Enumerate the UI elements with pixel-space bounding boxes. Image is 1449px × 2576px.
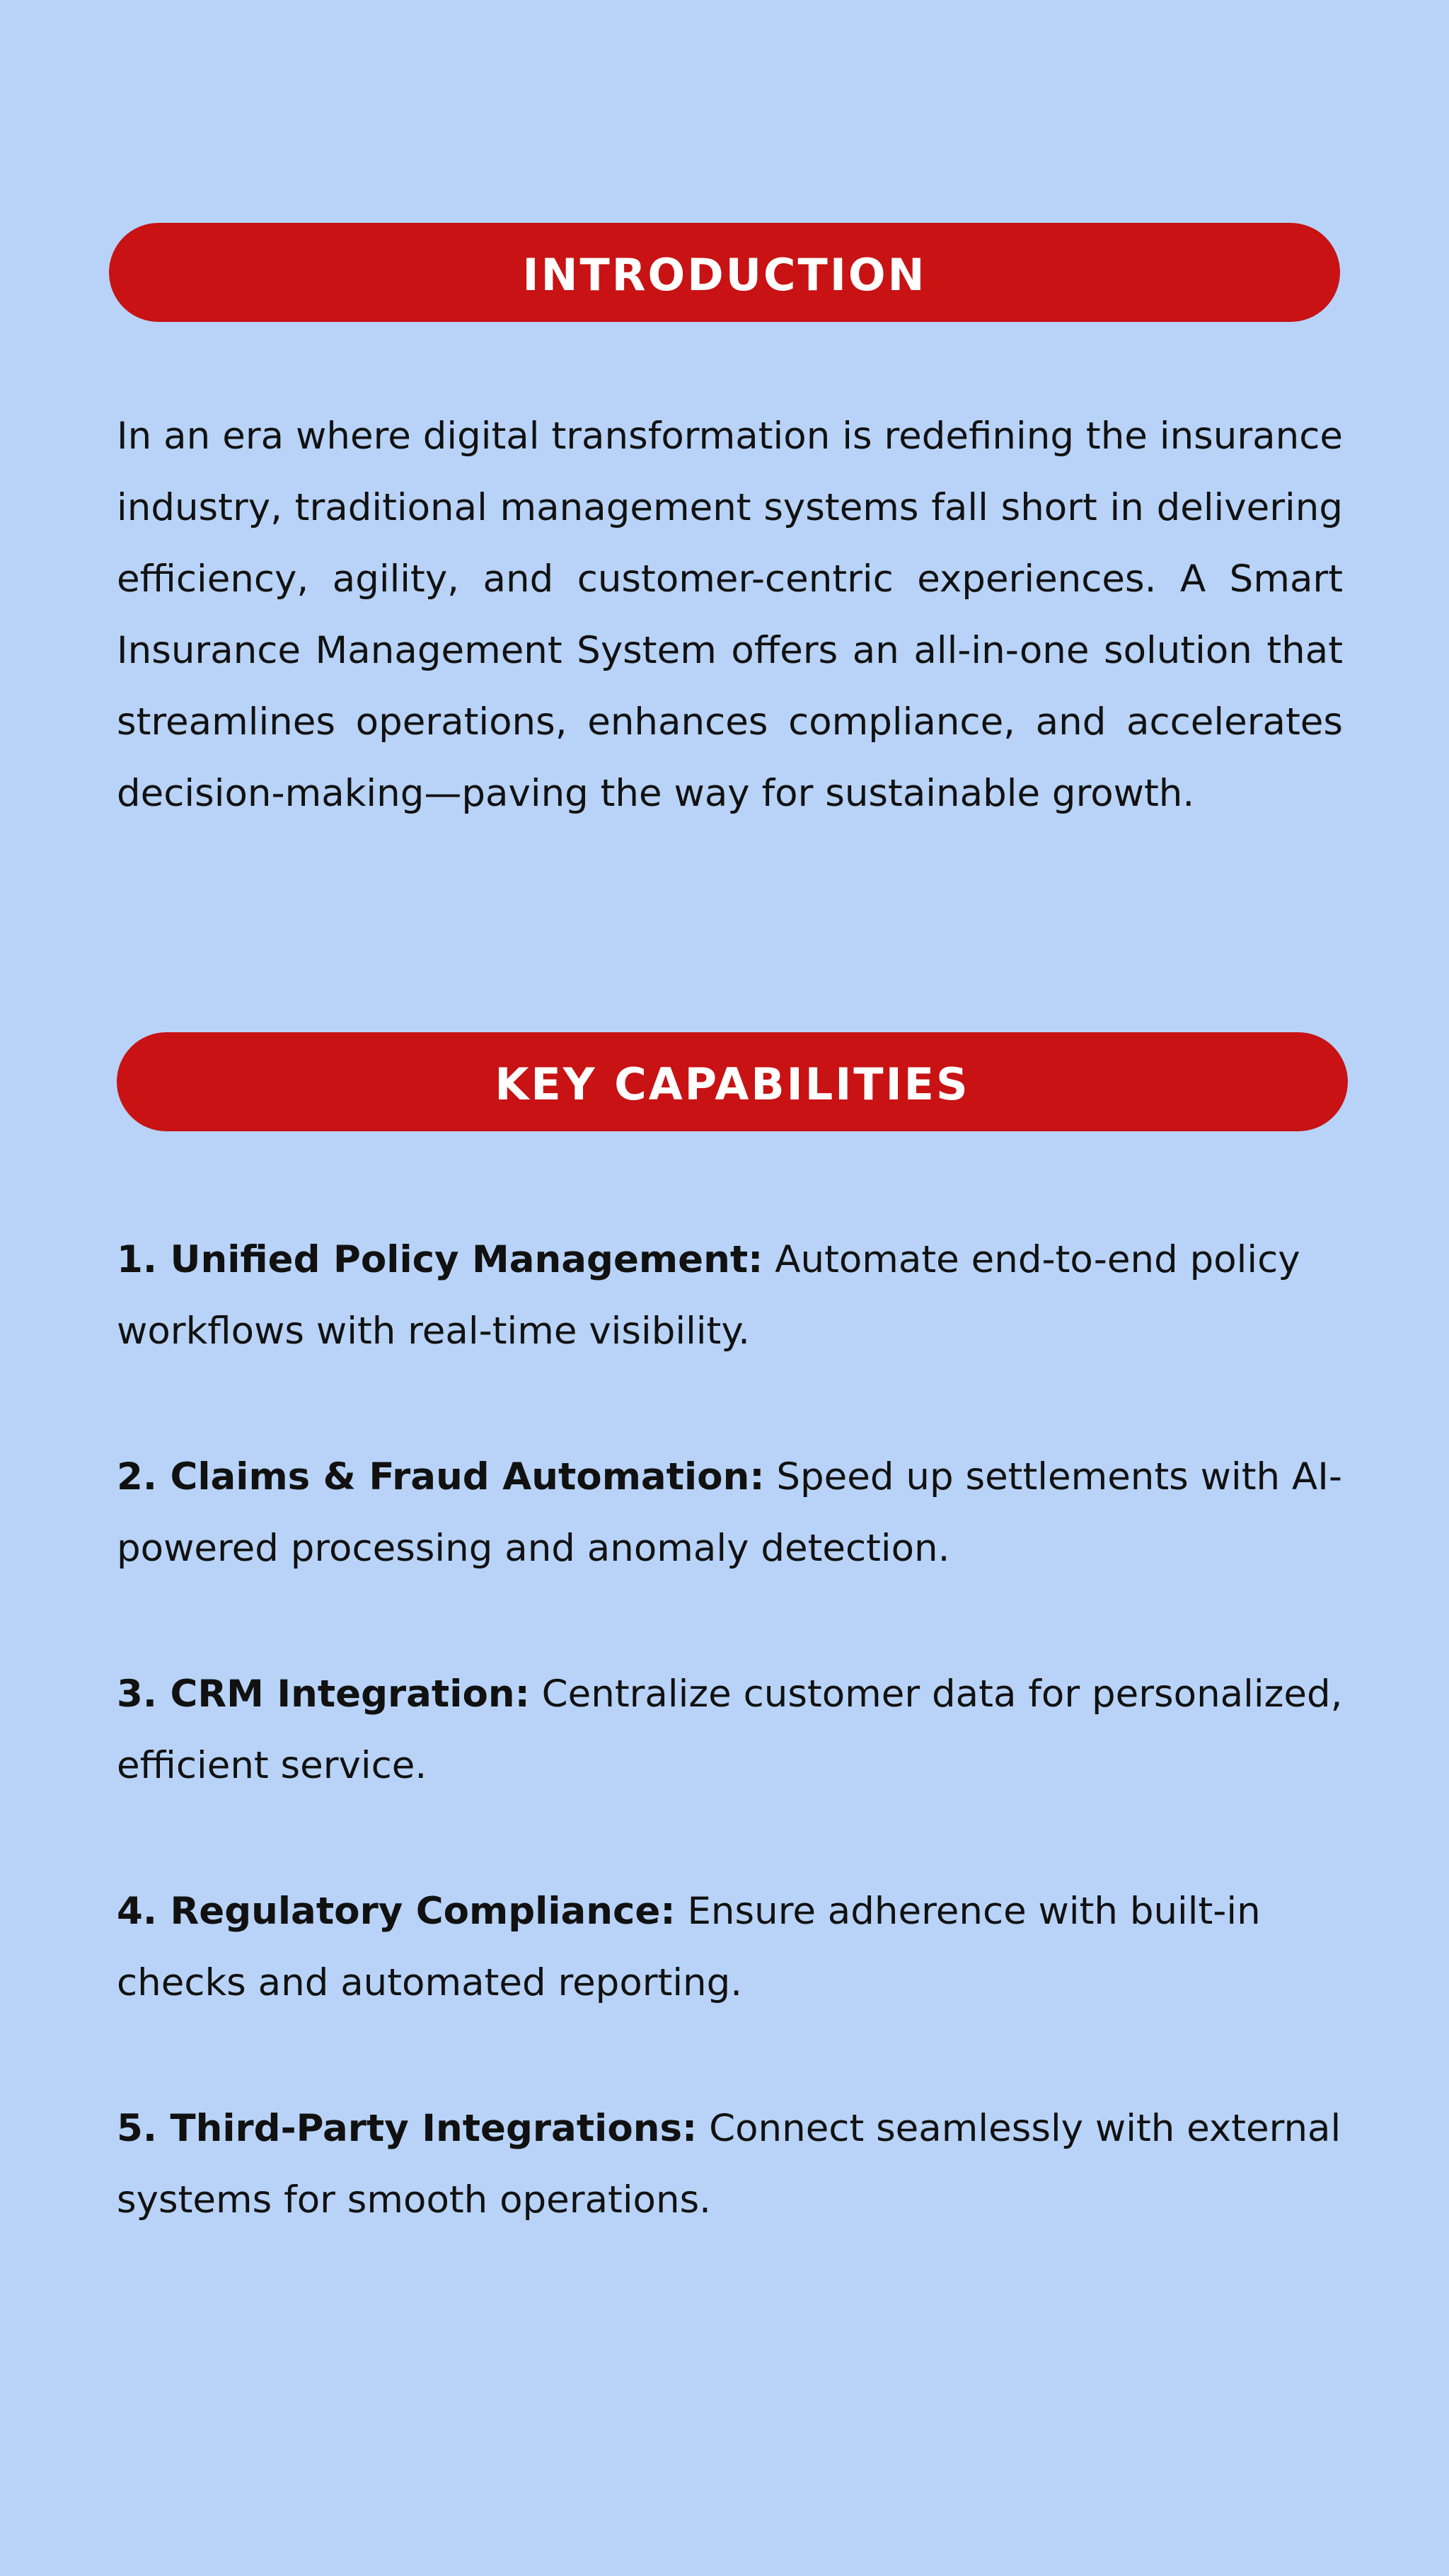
capability-item-third-party-integrations — [117, 2093, 1348, 2236]
capability-description: Ensure adherence with built-in checks and automated reporting. — [117, 1890, 1261, 2004]
capability-description: Automate end-to-end policy workflows with real-time visibility. — [117, 1238, 1300, 1353]
capability-title: 1. Unified Policy Management: — [117, 1238, 763, 1281]
capability-title: 5. Third-Party Integrations: — [117, 2107, 698, 2150]
capability-item-claims-fraud — [117, 1441, 1348, 1584]
introduction-heading: INTRODUCTION — [522, 249, 927, 301]
key-capabilities-heading: KEY CAPABILITIES — [495, 1058, 970, 1110]
introduction-banner — [109, 223, 1340, 322]
capability-item-policy-management — [117, 1224, 1348, 1367]
capability-description: Speed up settlements with AI-powered processing and anomaly detection. — [117, 1455, 1342, 1570]
capability-title: 4. Regulatory Compliance: — [117, 1890, 676, 1933]
key-capabilities-banner — [117, 1032, 1348, 1131]
capability-item-regulatory-compliance — [117, 1876, 1348, 2018]
introduction-paragraph: In an era where digital transformation is redefining the insurance industry, traditional management systems fall short in delivering efficiency, agility, and customer-centric experiences. A Smart Insurance Management System offers an all-in-one solution that streamlines operations, enhances compliance, and accelerates decision-making—paving the way for sustainable growth. — [117, 415, 1343, 815]
capability-description: Connect seamlessly with external systems for smooth operations. — [117, 2107, 1341, 2222]
capability-title: 3. CRM Integration: — [117, 1673, 530, 1716]
capability-title: 2. Claims & Fraud Automation: — [117, 1455, 765, 1498]
capability-item-crm-integration — [117, 1658, 1348, 1801]
capability-description: Centralize customer data for personalized, efficient service. — [117, 1673, 1343, 1787]
capabilities-list — [117, 1224, 1348, 2310]
